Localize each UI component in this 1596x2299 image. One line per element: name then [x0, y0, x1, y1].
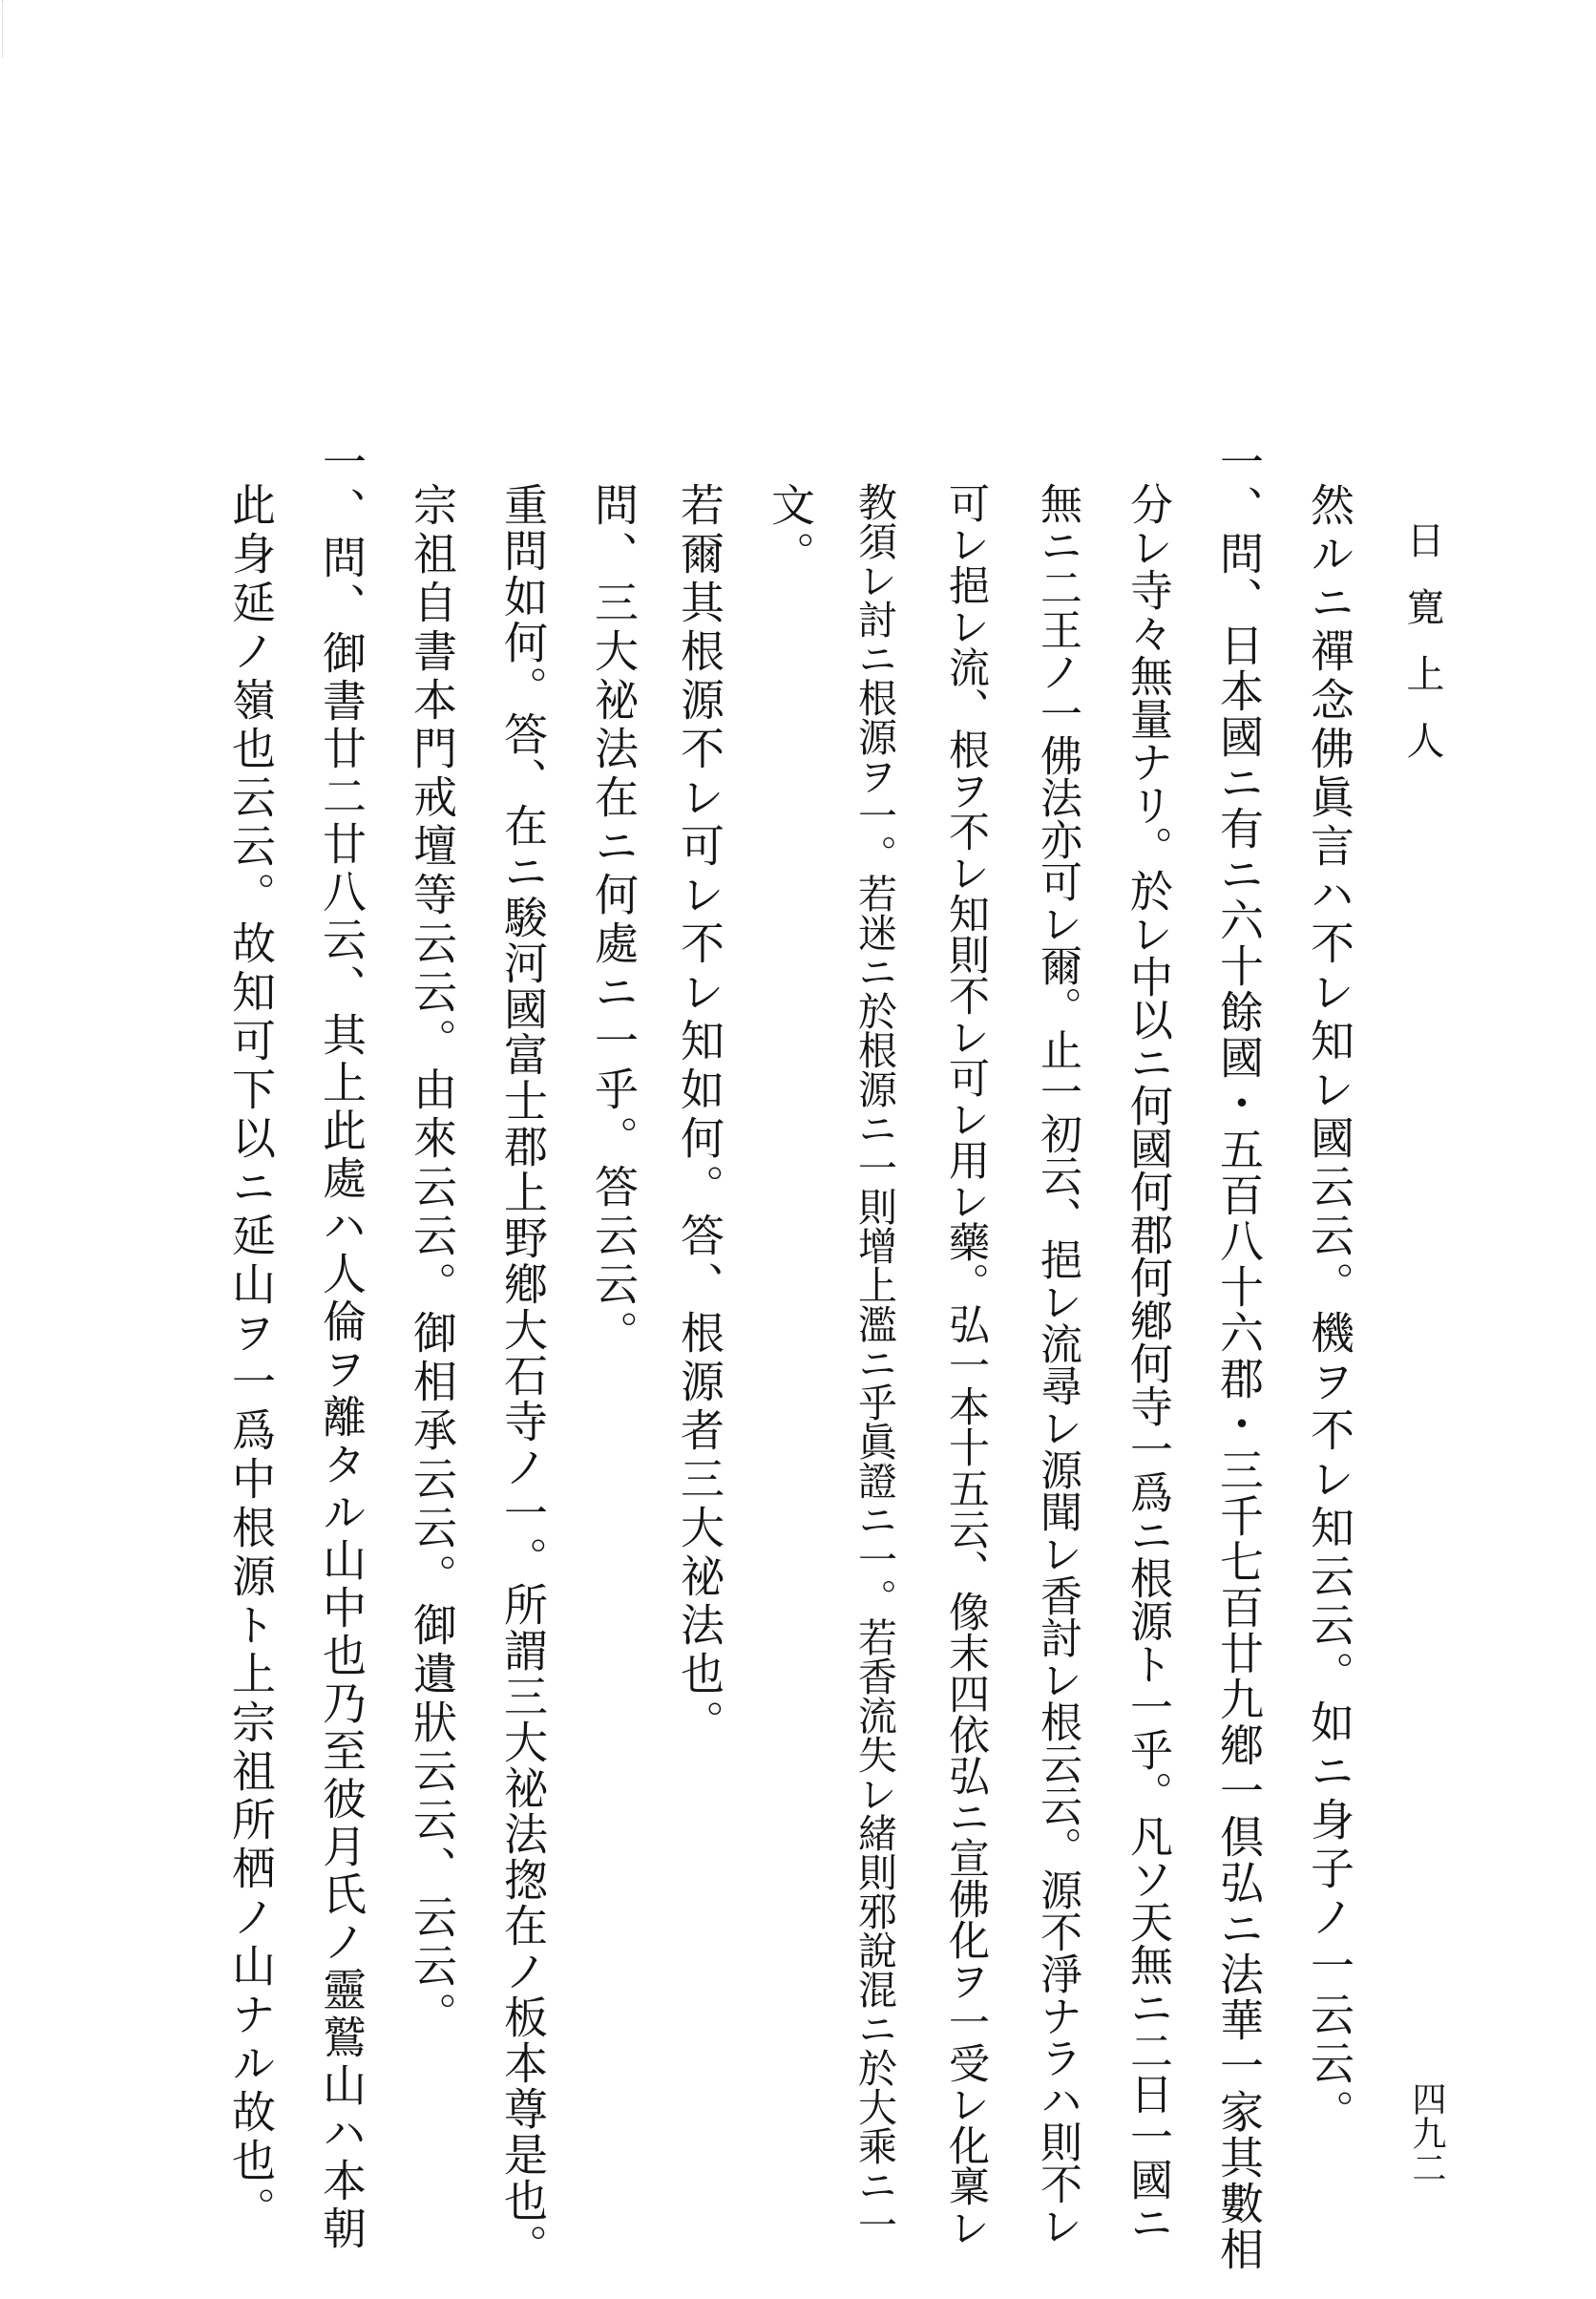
running-header-title: 日寛上人 [1400, 520, 1444, 788]
text-column-7: 文。 [765, 482, 816, 580]
text-column-13: 此身延ノ嶺也云云。故知可下以ニ延山ヲ一爲中根源ト上宗祖所栖ノ山ナル故也。 [225, 482, 277, 2235]
text-column-4: 無ニ二王ノ一佛法亦可レ爾。止一初云、挹レ流尋レ源聞レ香討レ根云云。源不淨ナラハ則不レ [1033, 482, 1082, 2246]
text-column-8: 若爾其根源不レ可レ不レ知如何。答、根源者三大祕法也。 [674, 482, 725, 1748]
scan-edge-mark [2, 0, 12, 57]
text-column-12: 一、問、御書廿二廿八云、其上此處ハ人倫ヲ離タル山中也乃至彼月氏ノ靈鷲山ハ本朝 [316, 439, 368, 2253]
text-column-6: 教須レ討ニ根源ヲ一。若迷ニ於根源ニ一則增上濫ニ乎眞證ニ一。若香流失レ緒則邪說混ニ於大乘ニ一 [851, 482, 897, 2244]
page-number: 四九二 [1407, 2081, 1446, 2184]
text-column-11: 宗祖自書本門戒壇等云云。由來云云。御相承云云。御遺狀云云、云云。 [407, 482, 458, 2040]
text-column-9: 問、三大祕法在ニ何處ニ一乎。答云云。 [588, 482, 640, 1359]
text-column-3: 分レ寺々無量ナリ。於レ中以ニ何國何郡何鄕何寺一爲ニ根源ト一乎。凡ソ天無ニ二日一國ニ [1123, 482, 1173, 2244]
text-column-5: 可レ挹レ流、根ヲ不レ知則不レ可レ用レ藥。弘一本十五云、像末四依弘ニ宣佛化ヲ一受レ化稟レ [942, 482, 990, 2247]
text-column-10: 重問如何。答、在ニ駿河國富士郡上野鄕大石寺ノ一。所謂三大祕法揔在ノ板本尊是也。 [497, 482, 549, 2269]
text-column-1: 然ルニ禪念佛眞言ハ不レ知レ國云云。機ヲ不レ知云云。如ニ身子ノ一云云。 [1304, 482, 1355, 2138]
text-column-2: 一、問、日本國ニ有ニ六十餘國・五百八十六郡・三千七百廿九鄕一倶弘ニ法華一家其數相 [1213, 439, 1265, 2272]
